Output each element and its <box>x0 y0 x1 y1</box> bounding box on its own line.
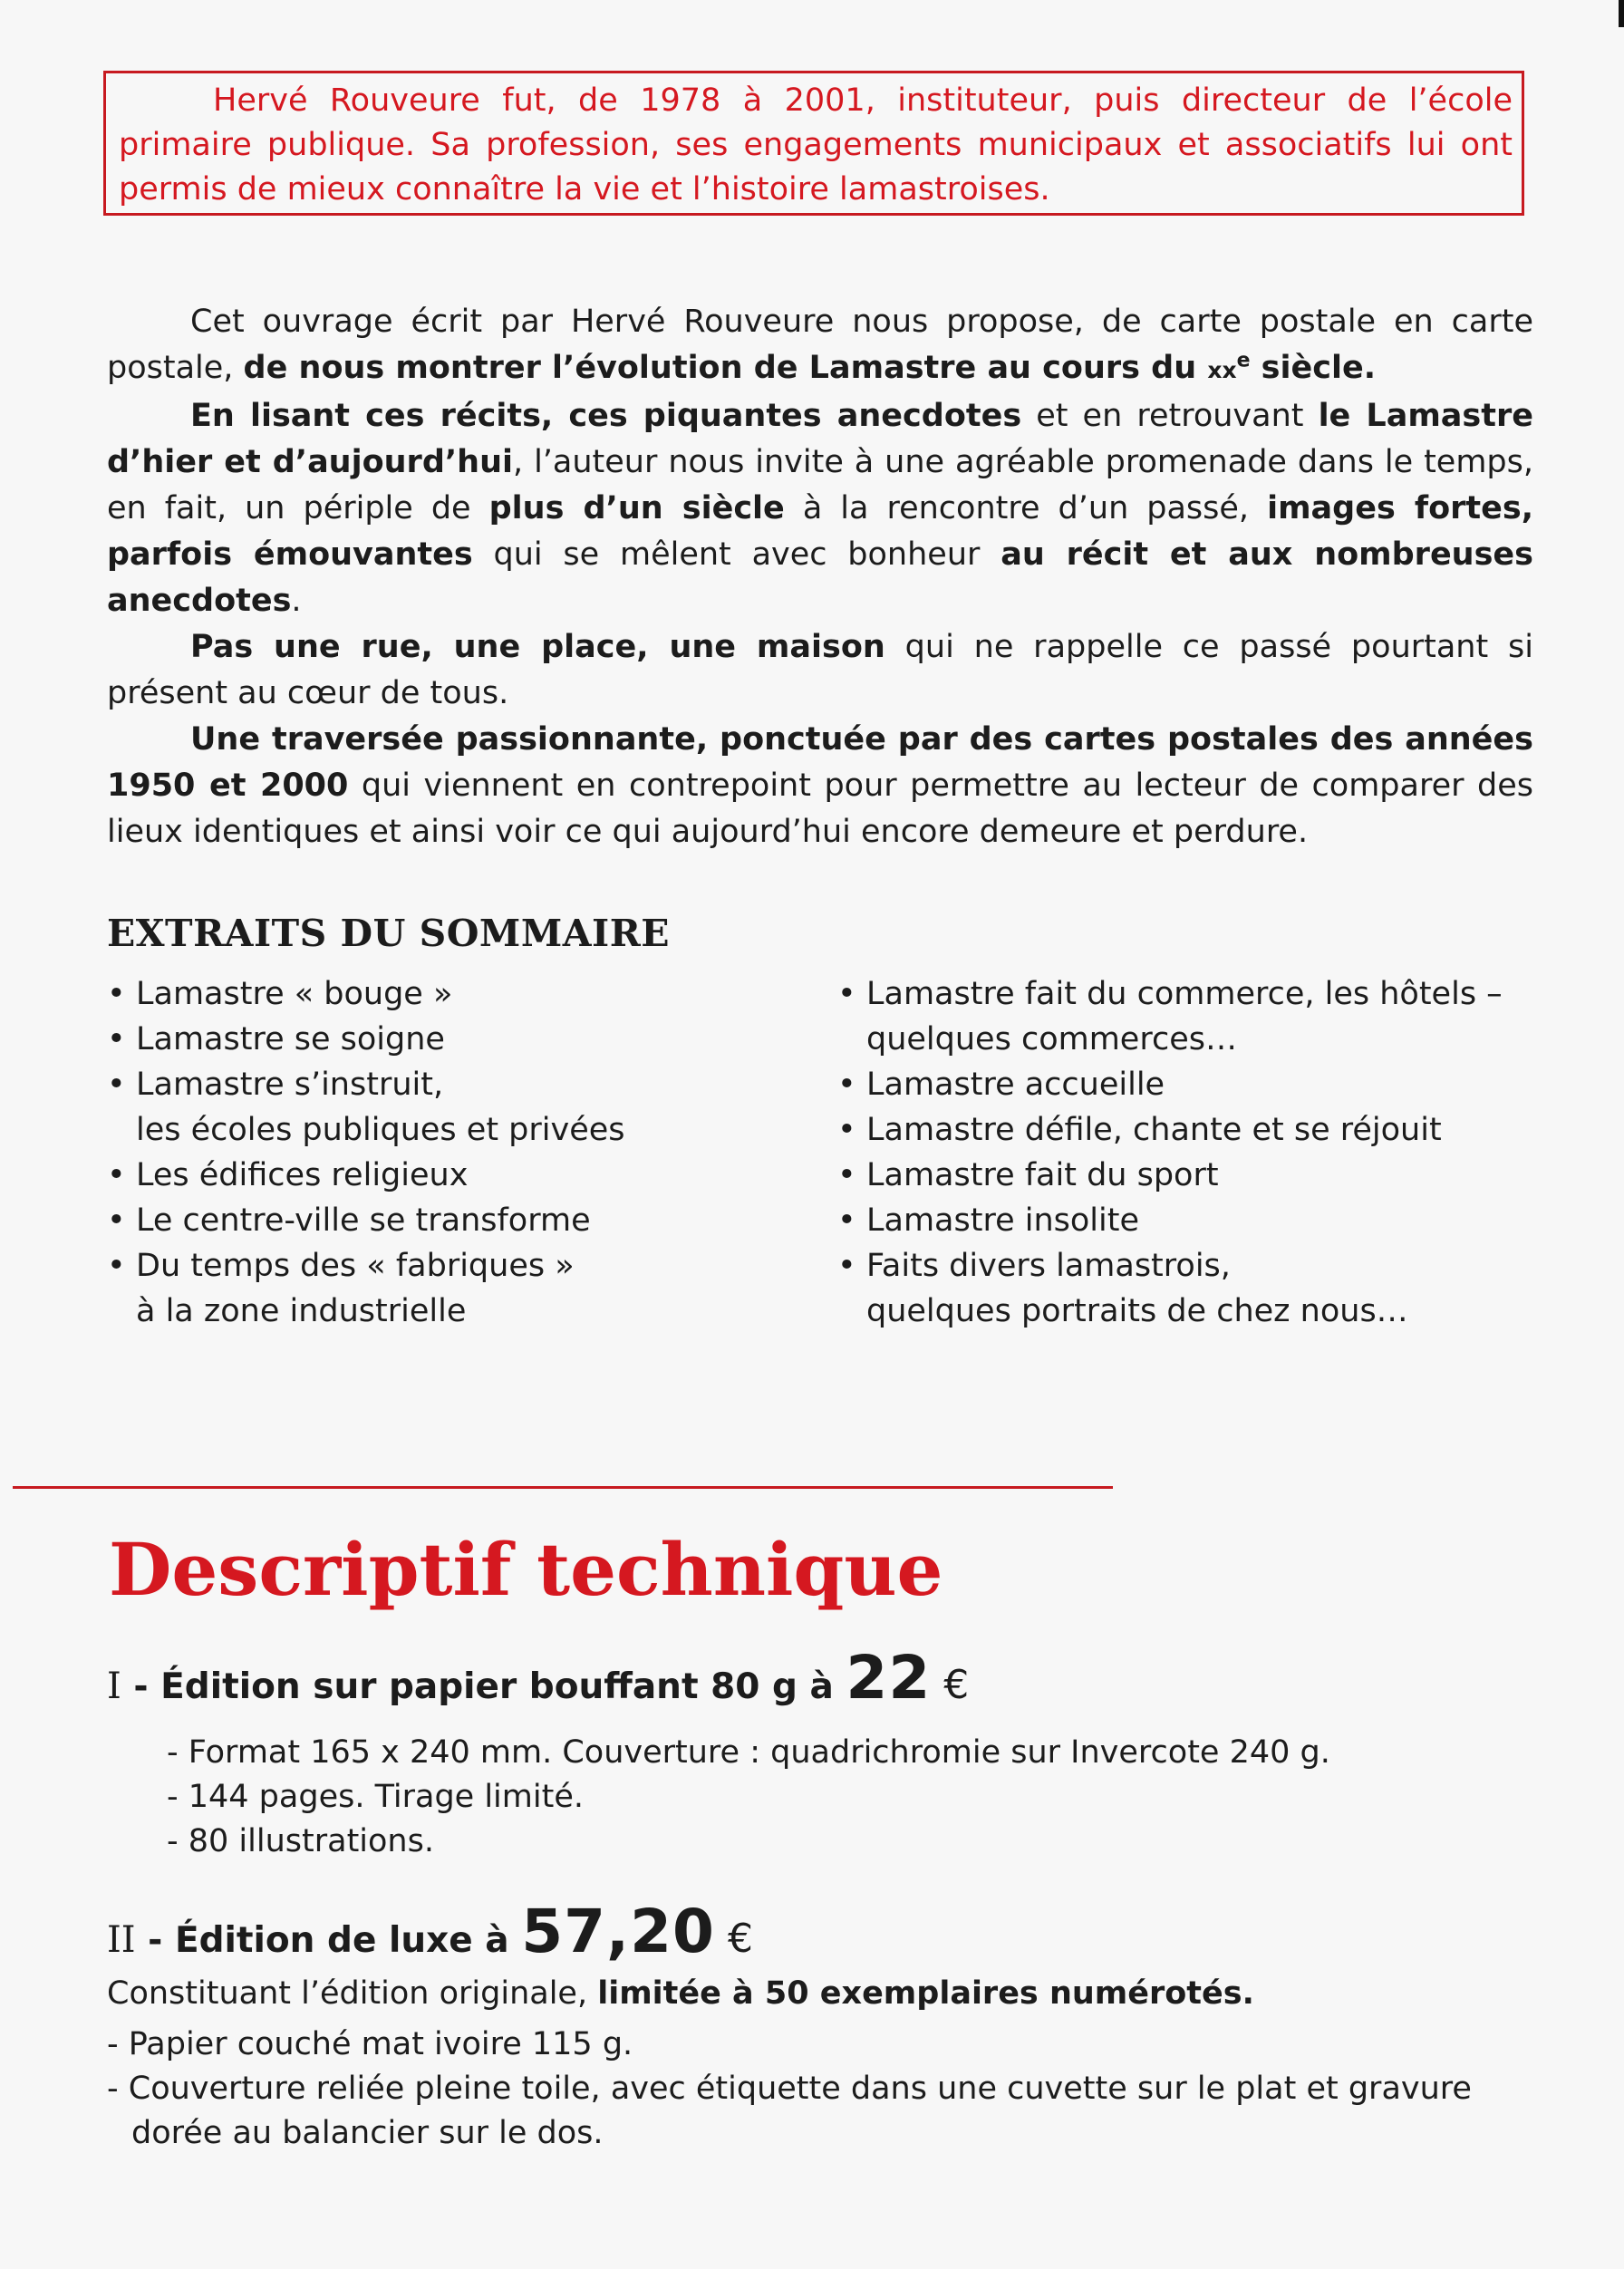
intro-p2-text-h: qui se mêlent avec bonheur <box>472 536 1001 573</box>
list-item-line: • Les édifices religieux <box>136 1157 469 1193</box>
intro-p1-text: Cet ouvrage écrit par Hervé Rouveure nous propose, de carte postale en carte postale, <box>107 304 1533 386</box>
list-item-line: • Lamastre accueille <box>866 1067 1165 1103</box>
edition-2-price: 57,20 <box>521 1897 715 1966</box>
intro-p4-bold: Une traversée passionnante, ponctuée par des cartes postales des années 1950 et 2000 <box>107 721 1533 804</box>
list-item <box>107 971 796 1017</box>
list-item <box>107 1198 796 1243</box>
list-item: - 144 pages. Tirage limité. <box>167 1779 584 1815</box>
intro-p3-text: qui ne rappelle ce passé pourtant si présent au cœur de tous. <box>107 629 1534 711</box>
list-item <box>837 971 1526 1062</box>
technical-heading: Descriptif technique <box>109 1527 943 1612</box>
author-bio-text: Hervé Rouveure fut, de 1978 à 2001, instituteur, puis directeur de l’école primaire publique. Sa profession, ses engagements municipaux et associatifs lui ont permis de mieux connaître la vie et l’histoire lamastroises. <box>119 82 1513 208</box>
list-item: - Couverture reliée pleine toile, avec étiquette dans une cuvette sur le plat et gravure dorée au balancier sur le dos. <box>107 2071 1472 2151</box>
scan-edge-mark <box>1619 0 1624 27</box>
edition-2-description <box>107 1972 1530 2016</box>
list-item-line: les écoles publiques et privées <box>136 1112 625 1148</box>
list-item <box>837 1243 1526 1334</box>
list-item-line: • Faits divers lamastrois, <box>866 1248 1231 1284</box>
list-item <box>837 1153 1526 1198</box>
list-item <box>107 1017 796 1062</box>
list-item-line: • Lamastre se soigne <box>136 1021 445 1057</box>
intro-paragraph-3 <box>107 624 1533 717</box>
list-item: - 80 illustrations. <box>167 1823 434 1859</box>
euro-sign: € <box>931 1662 970 1708</box>
list-item-line: • Lamastre défile, chante et se réjouit <box>866 1112 1442 1148</box>
section-divider <box>13 1486 1113 1489</box>
intro-p2-text-f: à la rencontre d’un passé, <box>784 490 1268 526</box>
intro-p2-bold-a: En lisant ces récits, ces piquantes anecdotes <box>190 398 1022 434</box>
edition-1-number: I <box>107 1666 121 1707</box>
edition-1-price: 22 <box>846 1643 932 1713</box>
list-item <box>107 1243 796 1334</box>
edition-2-number: II <box>107 1919 136 1961</box>
edition-1-label: - Édition sur papier bouffant 80 g à <box>121 1666 846 1707</box>
list-item-line: • Lamastre fait du commerce, les hôtels – <box>866 976 1503 1012</box>
list-item-line: • Lamastre « bouge » <box>136 976 453 1012</box>
list-item <box>837 1198 1526 1243</box>
list-item <box>107 1062 796 1153</box>
edition-1-heading <box>107 1643 970 1716</box>
author-bio-box <box>103 71 1524 216</box>
intro-p2-bold-g: images fortes, parfois émouvantes <box>107 490 1533 573</box>
intro-paragraph-2 <box>107 393 1533 624</box>
edition-2-description-text: Constituant l’édition originale, <box>107 1975 598 2012</box>
edition-2-limit: limitée à 50 exemplaires numérotés. <box>597 1975 1254 2012</box>
list-item-line: à la zone industrielle <box>136 1293 467 1329</box>
century-suffix: e <box>1236 349 1251 372</box>
euro-sign: € <box>714 1916 753 1962</box>
list-item-line: • Lamastre insolite <box>866 1202 1139 1239</box>
edition-2-label: - Édition de luxe à <box>135 1920 522 1961</box>
intro-p3-bold: Pas une rue, une place, une maison <box>190 629 885 665</box>
intro-p2-bold-e: plus d’un siècle <box>488 490 785 526</box>
list-item: - Format 165 x 240 mm. Couverture : quadrichromie sur Invercote 240 g. <box>167 1734 1330 1771</box>
book-introduction <box>107 299 1533 855</box>
edition-2-heading <box>107 1897 753 1970</box>
intro-p1-bold: de nous montrer l’évolution de Lamastre au cours du <box>243 350 1208 386</box>
intro-p2-bold-i: au récit et aux nombreuses anecdotes <box>107 536 1534 619</box>
intro-p2-text-d: , l’auteur nous invite à une agréable promenade dans le temps, en fait, un périple de <box>107 444 1534 526</box>
list-item-line: • Lamastre fait du sport <box>866 1157 1219 1193</box>
summary-heading: EXTRAITS DU SOMMAIRE <box>107 912 671 955</box>
list-item-line: • Le centre-ville se transforme <box>136 1202 591 1239</box>
list-item: - Papier couché mat ivoire 115 g. <box>107 2026 633 2062</box>
edition-1-specs <box>167 1731 1526 1864</box>
intro-p2-text-b: et en retrouvant <box>1021 398 1319 434</box>
century-numeral: xx <box>1207 357 1237 383</box>
list-item-line: • Lamastre s’instruit, <box>136 1067 444 1103</box>
intro-p2-bold-c: le Lamastre d’hier et d’aujourd’hui <box>107 398 1533 480</box>
list-item <box>837 1062 1526 1107</box>
intro-p4-text: qui viennent en contrepoint pour permettre au lecteur de comparer des lieux identiques et ainsi voir ce qui aujourd’hui encore demeure et perdure. <box>107 768 1533 850</box>
list-item-line: quelques commerces… <box>866 1021 1237 1057</box>
intro-paragraph-4 <box>107 717 1533 855</box>
century-word: siècle. <box>1250 350 1377 386</box>
summary-list-left <box>107 971 796 1334</box>
edition-2-specs <box>107 2023 1533 2156</box>
list-item-line: • Du temps des « fabriques » <box>136 1248 575 1284</box>
list-item <box>107 1153 796 1198</box>
list-item-line: quelques portraits de chez nous… <box>866 1293 1408 1329</box>
summary-list-right <box>837 971 1526 1334</box>
intro-paragraph-1 <box>107 299 1533 393</box>
list-item <box>837 1107 1526 1153</box>
intro-p2-text-j: . <box>291 583 302 619</box>
